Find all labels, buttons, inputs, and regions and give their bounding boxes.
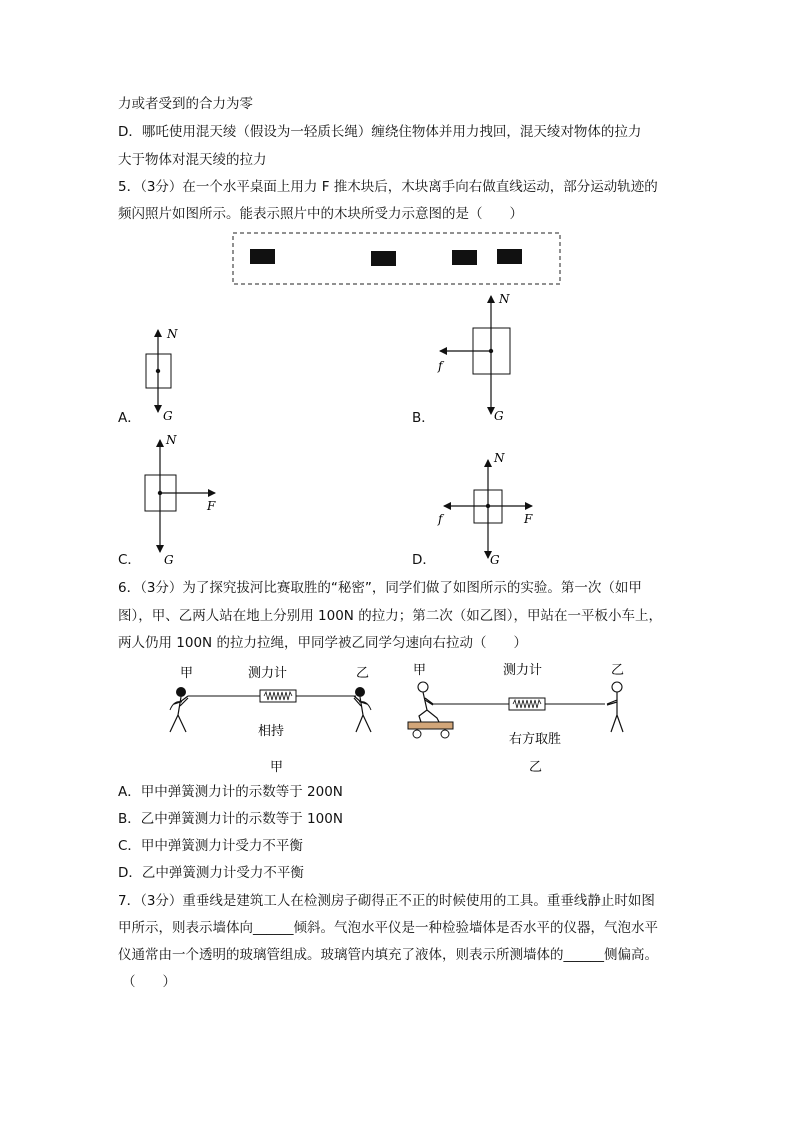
figure-jia-label: 甲 bbox=[270, 760, 284, 775]
label-n: N bbox=[167, 327, 178, 341]
meter-label: 测力计 bbox=[503, 663, 543, 678]
block-frame-4 bbox=[497, 249, 522, 264]
figure-yi-label: 乙 bbox=[529, 760, 543, 775]
force-diagram-a bbox=[135, 322, 195, 427]
cart bbox=[408, 722, 453, 729]
label-n: N bbox=[494, 451, 505, 465]
option-b-label: B． bbox=[412, 410, 435, 426]
question-7-line-1: 7．（3分）重垂线是建筑工人在检测房子砌得正不正的时候使用的工具。重垂线静止时如图 bbox=[118, 893, 655, 909]
block-frame-3 bbox=[452, 250, 477, 265]
option-a-label: A． bbox=[118, 410, 141, 426]
question-6-line-3: 两人仍用 100N 的拉力拉绳，甲同学被乙同学匀速向右拉动（ ） bbox=[118, 635, 527, 651]
label-n: N bbox=[499, 292, 510, 306]
label-f: f bbox=[438, 359, 443, 373]
force-diagram-c bbox=[135, 430, 225, 570]
label-g: G bbox=[490, 553, 500, 567]
force-diagram-b bbox=[430, 290, 530, 425]
meter-label: 测力计 bbox=[248, 666, 288, 681]
question-6-line-2: 图），甲、乙两人站在地上分别用 100N 的拉力；第二次（如乙图），甲站在一平板小车上， bbox=[118, 608, 662, 624]
force-diagram-d bbox=[430, 448, 540, 570]
question-7-line-2: 甲所示，则表示墙体向______倾斜。气泡水平仪是一种检验墙体是否水平的仪器，气泡水平 bbox=[118, 920, 658, 936]
question-6-option-b: B．乙中弹簧测力计的示数等于 100N bbox=[118, 811, 343, 827]
block-frame-2 bbox=[371, 251, 396, 266]
label-g: G bbox=[163, 409, 173, 423]
label-g: G bbox=[494, 409, 504, 423]
question-5-line-1: 5．（3分）在一个水平桌面上用力 F 推木块后，木块离手向右做直线运动，部分运动轨迹的 bbox=[118, 179, 658, 195]
tug-figure-yi bbox=[405, 660, 640, 778]
spring-scale bbox=[509, 698, 545, 710]
stalemate-caption: 相持 bbox=[258, 724, 285, 739]
text-line: 力或者受到的合力为零 bbox=[118, 96, 253, 112]
question-6-option-c: C．甲中弹簧测力计受力不平衡 bbox=[118, 838, 303, 854]
question-6-line-1: 6．（3分）为了探究拔河比赛取胜的“秘密”，同学们做了如图所示的实验。第一次（如甲 bbox=[118, 580, 642, 596]
person-jia-label: 甲 bbox=[413, 663, 427, 678]
person-jia-label: 甲 bbox=[180, 666, 194, 681]
question-7-line-3: 仪通常由一个透明的玻璃管组成。玻璃管内填充了液体，则表示所测墙体的______侧偏高。 bbox=[118, 947, 658, 963]
label-n: N bbox=[166, 433, 177, 447]
label-g: G bbox=[164, 553, 174, 567]
label-f: f bbox=[438, 512, 443, 526]
question-6-option-d: D．乙中弹簧测力计受力不平衡 bbox=[118, 865, 304, 881]
question-5-line-2: 频闪照片如图所示。能表示照片中的木块所受力示意图的是（ ） bbox=[118, 206, 523, 222]
option-c-label: C． bbox=[118, 552, 141, 568]
right-wins-caption: 右方取胜 bbox=[509, 732, 562, 747]
strobe-photo-figure bbox=[232, 232, 562, 286]
person-yi-label: 乙 bbox=[611, 663, 625, 678]
question-7-line-4: （ ） bbox=[122, 974, 176, 990]
option-d-label: D． bbox=[412, 552, 436, 568]
label-f-push: F bbox=[524, 512, 533, 526]
option-d-prev: D．哪吒使用混天绫（假设为一轻质长绳）缠绕住物体并用力拽回，混天绫对物体的拉力 bbox=[118, 124, 642, 140]
tug-figure-jia bbox=[160, 660, 385, 778]
text-line: 大于物体对混天绫的拉力 bbox=[118, 152, 267, 168]
spring-scale bbox=[260, 690, 296, 702]
question-6-option-a: A．甲中弹簧测力计的示数等于 200N bbox=[118, 784, 343, 800]
person-yi-label: 乙 bbox=[356, 666, 370, 681]
block-frame-1 bbox=[250, 249, 275, 264]
label-f-push: F bbox=[207, 499, 216, 513]
